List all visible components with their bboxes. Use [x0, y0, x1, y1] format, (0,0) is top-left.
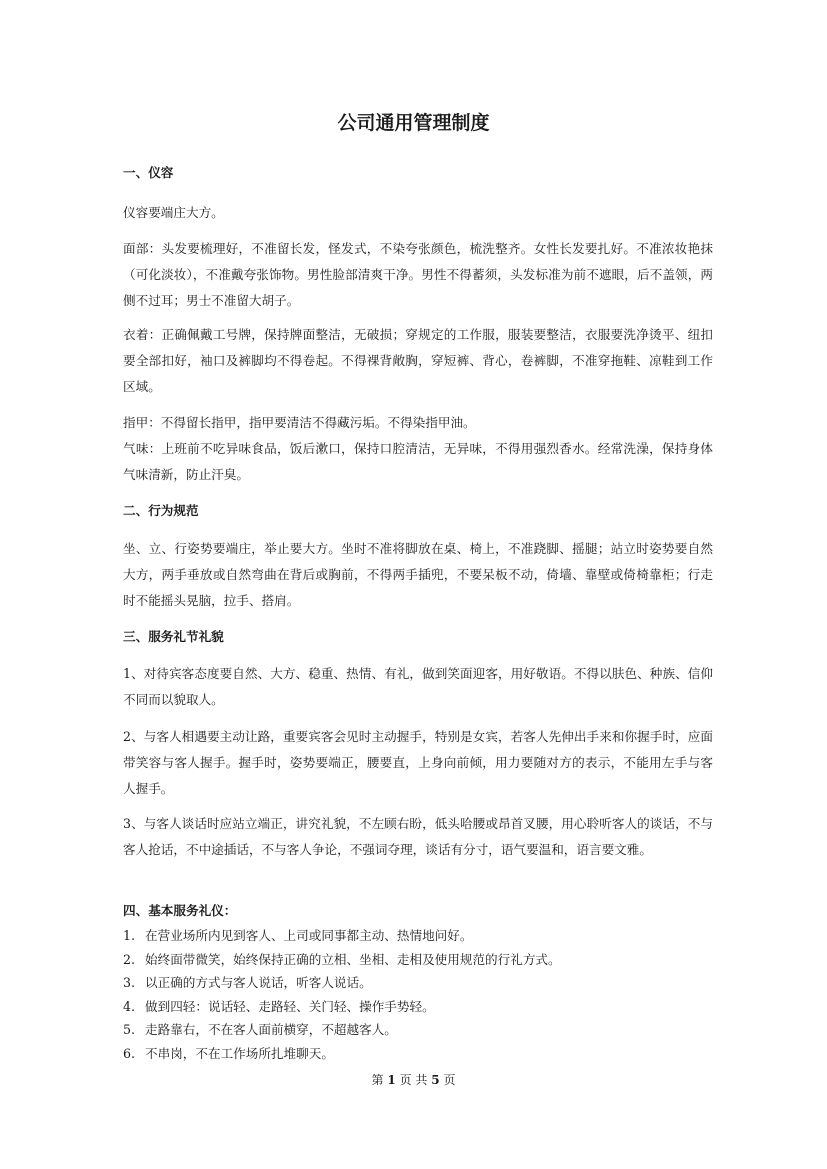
list-number: 5.	[123, 1022, 136, 1037]
footer-text: 页	[399, 1073, 412, 1087]
footer-page-number: 1	[387, 1073, 396, 1087]
list-number: 6.	[123, 1045, 136, 1061]
footer-page-total: 5	[431, 1073, 440, 1087]
footer-prefix: 第	[371, 1073, 384, 1087]
paragraph: 仪容要端庄大方。	[123, 205, 224, 220]
list-number: 2.	[123, 951, 136, 967]
list-number: 4.	[123, 998, 136, 1014]
list-text: 不串岗，不在工作场所扎堆聊天。	[145, 1045, 334, 1061]
paragraph: 气味：上班前不吃异味食品，饭后漱口，保持口腔清洁，无异味，不得用强烈香水。经常洗澡，保持身体气味清新，防止汗臭。	[123, 441, 713, 482]
footer-text: 共	[415, 1073, 428, 1087]
list-text: 做到四轻：说话轻、走路轻、关门轻、操作手势轻。	[145, 998, 435, 1014]
list-number: 3.	[123, 975, 136, 990]
section-heading-service: 四、基本服务礼仪：	[123, 903, 237, 918]
list-text: 始终面带微笑，始终保持正确的立相、坐相、走相及使用规范的行礼方式。	[145, 951, 561, 967]
section-heading-appearance: 一、仪容	[123, 165, 174, 180]
list-item	[123, 948, 713, 972]
list-item	[123, 1042, 713, 1066]
paragraph: 3、与客人谈话时应站立端正，讲究礼貌，不左顾右盼，低头哈腰或昂首叉腰，用心聆听客人的谈话，不与客人抢话，不中途插话，不与客人争论，不强词夺理，谈话有分寸，语气要温和，语言要文雅。	[123, 816, 713, 857]
paragraph: 衣着：正确佩戴工号牌，保持牌面整洁，无破损；穿规定的工作服，服装要整洁，衣服要洗净烫平、纽扣要全部扣好，袖口及裤脚均不得卷起。不得裸背敞胸，穿短裤、背心，卷裤脚，不准穿拖鞋、凉鞋到工作区域。	[123, 327, 713, 394]
list-number: 1.	[123, 928, 136, 943]
paragraph: 面部：头发要梳理好，不准留长发，怪发式，不染夸张颜色，梳洗整齐。女性长发要扎好。不准浓妆艳抹（可化淡妆），不准戴夸张饰物。男性脸部清爽干净。男性不得蓄须，头发标准为前不遮眼，后不盖领，两侧不过耳；男士不准留大胡子。	[123, 241, 713, 308]
paragraph: 2、与客人相遇要主动让路，重要宾客会见时主动握手，特别是女宾，若客人先伸出手来和你握手时，应面带笑容与客人握手。握手时，姿势要端正，腰要直，上身向前倾，用力要随对方的表示，不能用左手与客人握手。	[123, 729, 713, 796]
list-text: 在营业场所内见到客人、上司或同事都主动、热情地问好。	[145, 928, 473, 943]
list-item	[123, 971, 713, 995]
footer-suffix: 页	[443, 1073, 456, 1087]
list-text: 走路靠右，不在客人面前横穿，不超越客人。	[145, 1022, 397, 1037]
section-heading-etiquette: 三、服务礼节礼貌	[123, 629, 224, 644]
page-title: 公司通用管理制度	[337, 112, 490, 134]
list-text: 以正确的方式与客人说话，听客人说话。	[145, 975, 372, 990]
paragraph: 坐、立、行姿势要端庄，举止要大方。坐时不准将脚放在桌、椅上，不准跷脚、摇腿；站立时姿势要自然大方，两手垂放或自然弯曲在背后或胸前，不得两手插兜，不要呆板不动，倚墙、靠壁或倚椅靠柜；行走时不能摇头晃脑，拉手、搭肩。	[123, 541, 713, 608]
section-heading-behavior: 二、行为规范	[123, 503, 199, 518]
list-item	[123, 1018, 713, 1042]
list-item	[123, 924, 713, 948]
page-footer	[0, 1071, 827, 1088]
paragraph: 1、对待宾客态度要自然、大方、稳重、热情、有礼，做到笑面迎客，用好敬语。不得以肤色、种族、信仰不同而以貌取人。	[123, 666, 713, 707]
service-list	[123, 924, 713, 1065]
paragraph: 指甲：不得留长指甲，指甲要清洁不得藏污垢。不得染指甲油。	[123, 415, 476, 430]
list-item	[123, 995, 713, 1019]
